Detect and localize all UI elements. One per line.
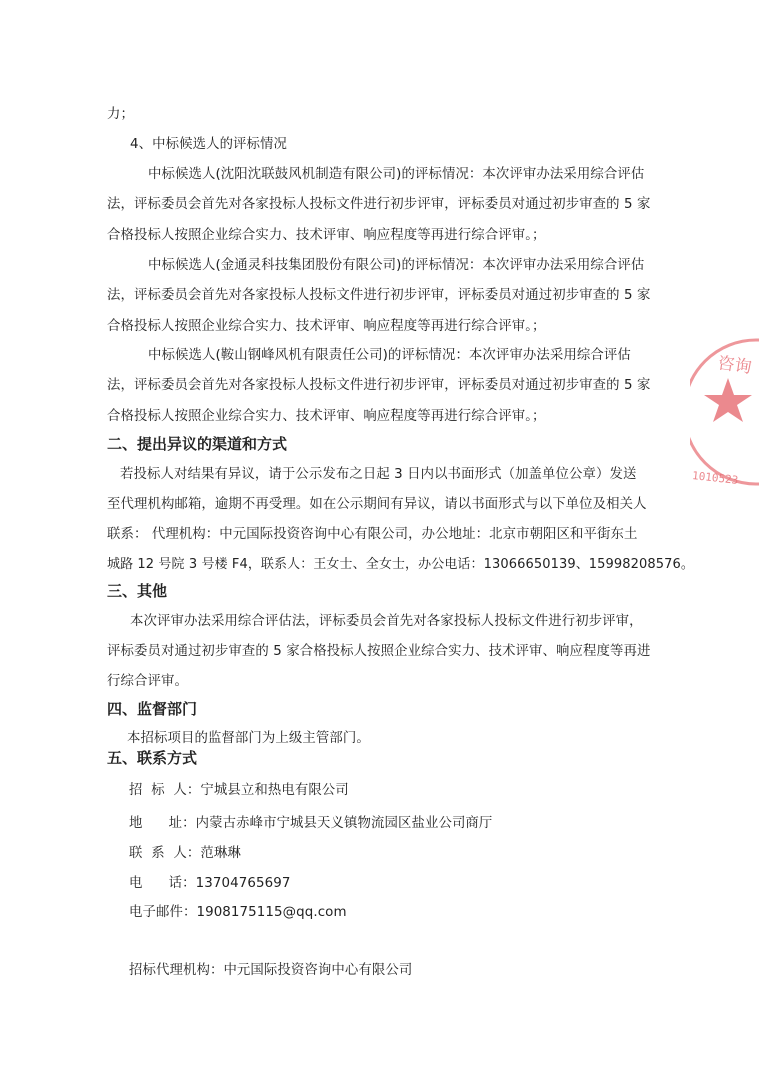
candidate-1-line-1: 中标候选人(沈阳沈联鼓风机制造有限公司)的评标情况：本次评审办法采用综合评估 xyxy=(148,167,645,182)
candidate-3-line-1: 中标候选人(鞍山钢峰风机有限责任公司)的评标情况：本次评审办法采用综合评估 xyxy=(148,348,631,363)
agency-value: 中元国际投资咨询中心有限公司 xyxy=(223,963,413,978)
contact-label: 电 话： xyxy=(129,876,196,891)
contact-value: 13704765697 xyxy=(195,876,291,891)
section-3-line-1: 本次评审办法采用综合评估法，评标委员会首先对各家投标人投标文件进行初步评审， xyxy=(130,614,643,629)
section-3-line-3: 行综合评审。 xyxy=(107,674,188,689)
section-4-heading: 四、监督部门 xyxy=(107,700,198,718)
candidate-2-line-2: 法，评标委员会首先对各家投标人投标文件进行初步评审，评标委员对通过初步审查的 5 家 xyxy=(107,288,651,303)
contact-label: 电子邮件： xyxy=(129,905,197,920)
candidate-2-line-3: 合格投标人按照企业综合实力、技术评审、响应程度等再进行综合评审。； xyxy=(107,319,546,334)
section-2-line-4: 城路 12 号院 3 号楼 F4，联系人：王女士、全女士，办公电话：13066650139、15998208576。 xyxy=(107,557,694,572)
candidate-1-line-2: 法，评标委员会首先对各家投标人投标文件进行初步评审，评标委员对通过初步审查的 5 家 xyxy=(107,197,651,212)
seal-icon xyxy=(690,332,759,492)
contact-label: 地 址： xyxy=(129,816,196,831)
candidate-3-line-3: 合格投标人按照企业综合实力、技术评审、响应程度等再进行综合评审。； xyxy=(107,409,546,424)
seal-text-bottom: 1010523 xyxy=(691,469,739,487)
contact-label: 联 系 人： xyxy=(129,846,201,861)
item-4-title: 4、中标候选人的评标情况 xyxy=(130,137,288,152)
section-4-line-1: 本招标项目的监督部门为上级主管部门。 xyxy=(127,731,370,746)
seal-text-top: 咨询 xyxy=(716,353,753,378)
contact-value: 宁城县立和热电有限公司 xyxy=(200,783,349,798)
contact-value: 内蒙古赤峰市宁城县天义镇物流园区盐业公司商厅 xyxy=(195,816,493,831)
section-3-heading: 三、其他 xyxy=(107,582,168,600)
section-2-heading: 二、提出异议的渠道和方式 xyxy=(107,435,288,453)
contact-row xyxy=(129,815,492,833)
section-3-line-2: 评标委员对通过初步审查的 5 家合格投标人按照企业综合实力、技术评审、响应程度等再进 xyxy=(107,644,651,659)
agency-label: 招标代理机构： xyxy=(129,963,224,978)
candidate-1-line-3: 合格投标人按照企业综合实力、技术评审、响应程度等再进行综合评审。； xyxy=(107,228,546,243)
section-2-line-2: 至代理机构邮箱，逾期不再受理。如在公示期间有异议，请以书面形式与以下单位及相关人 xyxy=(107,497,647,512)
contact-label: 招 标 人： xyxy=(129,783,201,798)
section-2-line-1: 若投标人对结果有异议，请于公示发布之日起 3 日内以书面形式（加盖单位公章）发送 xyxy=(120,467,637,482)
paragraph-line: 力； xyxy=(107,107,134,122)
official-seal-stamp xyxy=(690,332,759,492)
section-2-line-3: 联系： 代理机构：中元国际投资咨询中心有限公司，办公地址：北京市朝阳区和平街东土 xyxy=(107,527,638,542)
contact-row xyxy=(129,782,349,800)
contact-row xyxy=(129,904,347,922)
contact-row xyxy=(129,845,241,863)
candidate-3-line-2: 法，评标委员会首先对各家投标人投标文件进行初步评审，评标委员对通过初步审查的 5 家 xyxy=(107,378,651,393)
contact-row xyxy=(129,875,290,893)
contact-value: 范琳琳 xyxy=(200,846,241,861)
agency-row xyxy=(129,962,412,980)
section-5-heading: 五、联系方式 xyxy=(107,749,198,767)
candidate-2-line-1: 中标候选人(金通灵科技集团股份有限公司)的评标情况：本次评审办法采用综合评估 xyxy=(148,258,645,273)
contact-value: 1908175115@qq.com xyxy=(196,905,347,920)
